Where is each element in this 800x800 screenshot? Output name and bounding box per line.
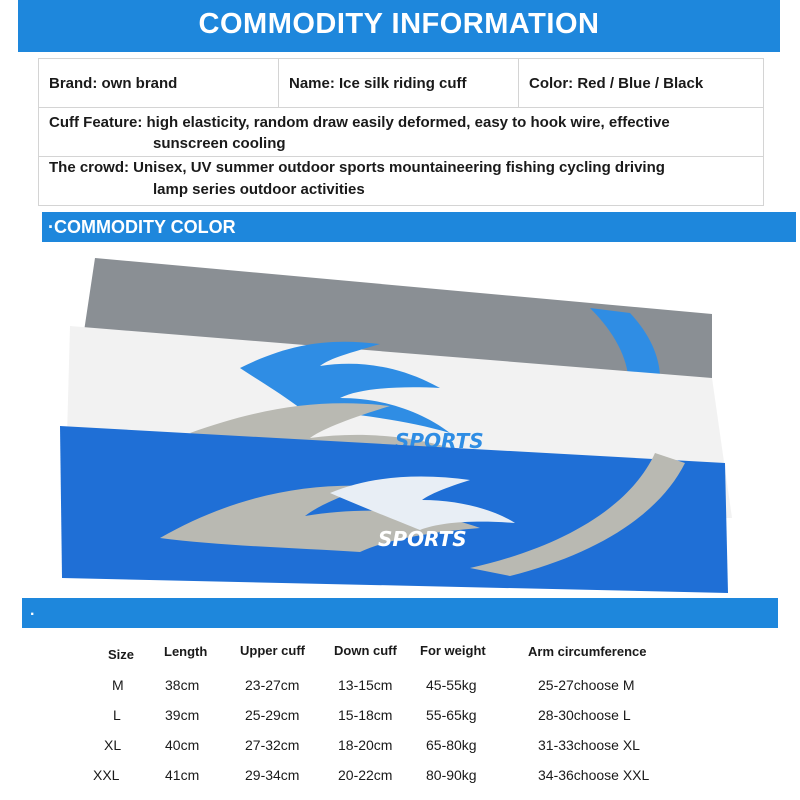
feature-text-line1: Cuff Feature: high elasticity, random draw easily deformed, easy to hook wire, effective [49,114,670,131]
crowd-text-line1: The crowd: Unisex, UV summer outdoor sports mountaineering fishing cycling driving [49,159,665,176]
info-table [38,58,764,206]
cell-size: XXL [93,767,120,783]
cell-length: 40cm [165,737,200,753]
info-row-feature [39,108,763,157]
header-size: Size [108,647,135,662]
cell-for-weight: 80-90kg [426,767,477,783]
brand-cell: Brand: own brand [39,59,279,107]
cell-length: 38cm [165,677,200,693]
cell-down-cuff: 18-20cm [338,737,393,753]
cell-arm-circumference: 25-27choose M [538,677,635,693]
cell-for-weight: 65-80kg [426,737,477,753]
commodity-color-title: ·COMMODITY COLOR [48,217,236,237]
cell-size: XL [104,737,122,753]
info-row-crowd [39,157,763,205]
cell-down-cuff: 15-18cm [338,707,393,723]
crowd-text-line2: lamp series outdoor activities [153,181,365,198]
cell-down-cuff: 20-22cm [338,767,393,783]
color-cell: Color: Red / Blue / Black [529,75,704,92]
cell-size: L [113,707,121,723]
cell-upper-cuff: 27-32cm [245,737,300,753]
size-chart-title: . [30,602,35,619]
header-down-cuff: Down cuff [334,643,397,658]
info-row-basic [39,59,763,108]
commodity-color-banner [42,212,796,242]
cell-length: 41cm [165,767,200,783]
blue-sleeve-sports-text: SPORTS [378,527,467,551]
cell-arm-circumference: 28-30choose L [538,707,631,723]
product-image-sleeves [0,248,800,598]
white-sleeve-sports-text: SPORTS [395,429,484,453]
size-chart-banner [22,598,778,628]
cell-arm-circumference: 31-33choose XL [538,737,640,753]
cell-arm-circumference: 34-36choose XXL [538,767,650,783]
cell-size: M [112,677,124,693]
header-upper-cuff: Upper cuff [240,643,305,658]
name-cell: Name: Ice silk riding cuff [279,59,519,107]
cell-length: 39cm [165,707,200,723]
cell-upper-cuff: 23-27cm [245,677,300,693]
cell-for-weight: 45-55kg [426,677,477,693]
cell-upper-cuff: 25-29cm [245,707,300,723]
header-length: Length [164,644,208,659]
header-arm-circumference: Arm circumference [528,644,647,659]
cell-down-cuff: 13-15cm [338,677,393,693]
cell-for-weight: 55-65kg [426,707,477,723]
size-table [0,630,800,800]
header-for-weight: For weight [420,643,486,658]
feature-text-line2: sunscreen cooling [153,135,286,152]
page-title: COMMODITY INFORMATION [198,8,600,40]
cell-upper-cuff: 29-34cm [245,767,300,783]
commodity-information-banner [18,0,780,52]
